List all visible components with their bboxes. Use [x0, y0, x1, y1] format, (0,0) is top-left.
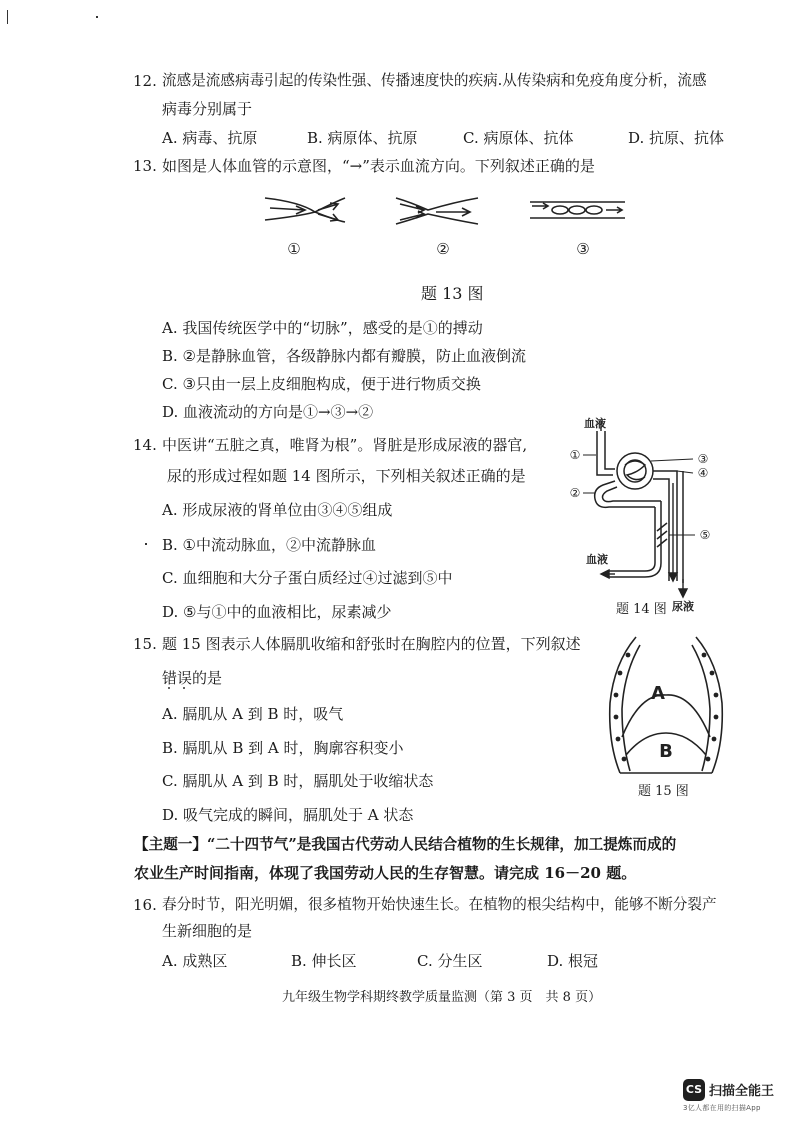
q13-vessel-figure	[0, 188, 793, 268]
nephron-mark-1: ①	[569, 448, 581, 462]
nephron-blood-in-label: 血液	[584, 417, 606, 430]
diaphragm-label-b: B	[659, 741, 673, 762]
q16-option-b: B. 伸长区	[291, 952, 357, 970]
nephron-mark-5: ⑤	[699, 528, 711, 542]
q16-option-a: A. 成熟区	[162, 952, 228, 970]
scanner-name: 扫描全能王	[709, 1084, 775, 1099]
q13-number: 13.	[133, 157, 157, 175]
q12-option-b: B. 病原体、抗原	[307, 129, 418, 147]
emphasis-dot	[168, 687, 170, 689]
vessel-label-2: ②	[436, 240, 450, 258]
diaphragm-figure	[600, 633, 730, 783]
q12-stem-line1: 流感是流感病毒引起的传染性强、传播速度快的疾病.从传染病和免疫角度分析，流感	[162, 72, 707, 89]
q13-stem: 如图是人体血管的示意图，“→”表示血流方向。下列叙述正确的是	[162, 157, 595, 175]
q15-number: 15.	[133, 635, 157, 653]
scan-dot	[145, 543, 147, 545]
nephron-blood-out-label: 血液	[586, 553, 608, 566]
vessel-capillary-drawing	[530, 202, 625, 218]
diaphragm-label-a: A	[651, 683, 665, 704]
q16-number: 16.	[133, 896, 157, 914]
theme-line2: 农业生产时间指南，体现了我国劳动人民的生存智慧。请完成 16－20 题。	[134, 864, 637, 882]
q15-option-b: B. 膈肌从 B 到 A 时，胸廓容积变小	[162, 739, 404, 757]
scan-mark	[7, 10, 8, 24]
q12-stem-line2: 病毒分别属于	[162, 100, 253, 118]
q12-option-d: D. 抗原、抗体	[628, 129, 725, 147]
q14-option-b: B. ①中流动脉血，②中流静脉血	[162, 536, 377, 554]
q14-option-d: D. ⑤与①中的血液相比，尿素减少	[162, 603, 392, 621]
q16-stem-line2: 生新细胞的是	[162, 922, 253, 940]
scanner-tagline: 3亿人都在用的扫描App	[683, 1104, 761, 1112]
q14-stem-line1: 中医讲“五脏之真，唯肾为根”。肾脏是形成尿液的器官,	[162, 436, 528, 454]
q14-number: 14.	[133, 436, 157, 454]
scan-dot	[96, 16, 98, 18]
scanner-logo: CS	[683, 1079, 705, 1101]
q12-option-c: C. 病原体、抗体	[463, 129, 574, 147]
vessel-vein-drawing	[396, 198, 478, 224]
theme-line1: 【主题一】“二十四节气”是我国古代劳动人民结合植物的生长规律，加工提炼而成的	[134, 836, 677, 853]
q13-option-d: D. 血液流动的方向是①→③→②	[162, 403, 374, 421]
nephron-mark-3: ③	[697, 452, 709, 466]
q15-option-d: D. 吸气完成的瞬间，膈肌处于 A 状态	[162, 806, 414, 824]
q13-option-b: B. ②是静脉血管，各级静脉内都有瓣膜，防止血液倒流	[162, 347, 527, 365]
q13-figure-caption: 题 13 图	[421, 284, 484, 303]
q16-option-c: C. 分生区	[417, 952, 483, 970]
q16-option-d: D. 根冠	[547, 952, 599, 970]
vessel-label-1: ①	[287, 240, 301, 258]
scanner-watermark	[683, 1079, 783, 1113]
nephron-figure	[565, 413, 725, 613]
vessel-artery-drawing	[265, 198, 345, 222]
nephron-mark-2: ②	[569, 486, 581, 500]
q12-number: 12.	[133, 72, 157, 90]
q14-stem-line2: 尿的形成过程如题 14 图所示，下列相关叙述正确的是	[167, 467, 526, 485]
q14-option-a: A. 形成尿液的肾单位由③④⑤组成	[162, 501, 393, 519]
q13-option-c: C. ③只由一层上皮细胞构成，便于进行物质交换	[162, 375, 481, 393]
q14-figure-caption: 题 14 图	[616, 602, 667, 617]
q15-figure-caption: 题 15 图	[638, 784, 689, 799]
q14-option-c: C. 血细胞和大分子蛋白质经过④过滤到⑤中	[162, 569, 453, 587]
q15-stem-line2: 错误的是	[162, 669, 223, 687]
q15-stem-line1: 题 15 图表示人体膈肌收缩和舒张时在胸腔内的位置，下列叙述	[162, 635, 581, 653]
q12-option-a: A. 病毒、抗原	[162, 129, 258, 147]
nephron-urine-label: 尿液	[672, 600, 694, 613]
vessel-label-3: ③	[576, 240, 590, 258]
page-footer: 九年级生物学科期终教学质量监测（第 3 页 共 8 页）	[282, 990, 602, 1005]
emphasis-dot	[183, 687, 185, 689]
q16-stem-line1: 春分时节，阳光明媚，很多植物开始快速生长。在植物的根尖结构中，能够不断分裂产	[162, 896, 717, 913]
q15-option-a: A. 膈肌从 A 到 B 时，吸气	[162, 705, 344, 723]
nephron-mark-4: ④	[697, 466, 709, 480]
q13-option-a: A. 我国传统医学中的“切脉”，感受的是①的搏动	[162, 319, 483, 337]
q15-option-c: C. 膈肌从 A 到 B 时，膈肌处于收缩状态	[162, 772, 434, 790]
